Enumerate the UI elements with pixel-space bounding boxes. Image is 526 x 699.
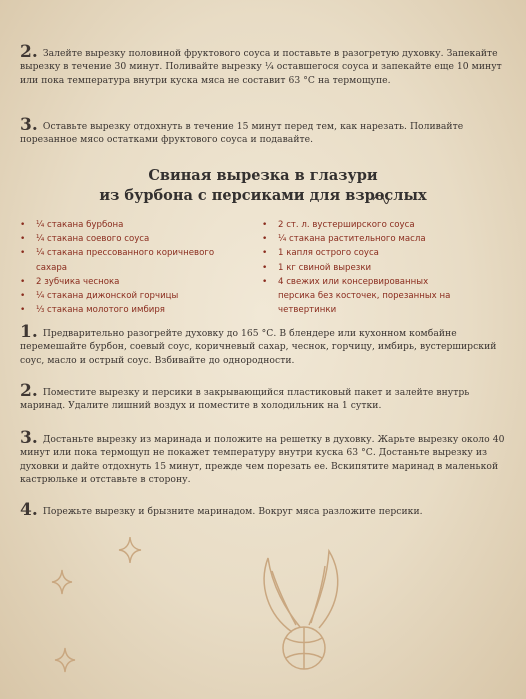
ingredient-item: • 2 ст. л. вустерширского соуса: [262, 218, 452, 232]
step-text: Залейте вырезку половиной фруктового соуса и поставьте в разогретую духовку. Запекайте вырезку в течение 30 минут. Поливайте вырезку ¼ оставшегося соуса и запекайте еще 10 минут или пока температура внутри куска мяса не составит 63 °С на термощупе.: [20, 48, 502, 86]
bullet-icon: •: [262, 262, 268, 273]
ingredient-item: • ⅓ стакана молотого имбиря: [20, 303, 230, 317]
step-number: 4.: [20, 500, 38, 520]
step-3-top: [20, 115, 506, 147]
step-text: Оставьте вырезку отдохнуть в течение 15 минут перед тем, как нарезать. Поливайте порезанное мясо остатками фруктового соуса и подавайте.: [20, 121, 464, 146]
bullet-icon: •: [20, 305, 26, 316]
ingredients-right: [262, 218, 452, 317]
step-2-bottom: [20, 381, 506, 413]
decoration-layer: [0, 530, 526, 699]
bullet-icon: •: [262, 248, 268, 259]
ingredients-left: [20, 218, 230, 317]
sparkle-icon: [52, 570, 72, 594]
ingredient-item: • 1 кг свиной вырезки: [262, 261, 452, 275]
ingredient-item: • 4 свежих или консервированных персика без косточек, порезанных на четвертинки: [262, 276, 451, 316]
step-1-bottom: [20, 322, 506, 367]
bullet-icon: •: [20, 276, 26, 287]
step-number: 1.: [20, 322, 38, 342]
recipe-title-line2: из бурбона с персиками для взрослых: [99, 187, 427, 204]
ingredient-item: • ¼ стакана растительного масла: [262, 232, 452, 246]
title-flourish-icon: [372, 192, 390, 206]
bullet-icon: •: [20, 220, 26, 230]
step-text: Поместите вырезку и персики в закрывающийся пластиковый пакет и залейте внутрь маринад. Удалите лишний воздух и поместите в холодильник на 1 сутки.: [20, 387, 470, 412]
step-number: 2.: [20, 42, 38, 62]
ingredient-item: • 2 зубчика чеснока: [20, 275, 230, 289]
bullet-icon: •: [262, 234, 268, 245]
bullet-icon: •: [20, 291, 26, 302]
bullet-icon: •: [262, 276, 268, 287]
golden-snitch-icon: [264, 551, 338, 669]
step-text: Достаньте вырезку из маринада и положите на решетку в духовку. Жарьте вырезку около 40 минут или пока термощуп не покажет температуру внутри куска 63 °С. Достаньте вырезку из духовки и дайте отдохнуть 15 минут, прежде чем порезать ее. Вскипятите маринад в маленькой кастрюльке и отставьте в сторону.: [20, 434, 505, 486]
step-number: 3.: [20, 428, 38, 448]
step-3-bottom: [20, 428, 506, 487]
ingredient-item: • ¼ стакана бурбона: [20, 218, 230, 232]
step-number: 2.: [20, 381, 38, 401]
recipe-title: [40, 166, 486, 206]
bullet-icon: •: [20, 248, 26, 259]
sparkle-icon: [55, 648, 75, 672]
ingredient-item: • ¼ стакана прессованного коричневого сахара: [20, 248, 215, 273]
bullet-icon: •: [262, 220, 268, 230]
step-text: Предварительно разогрейте духовку до 165 °С. В блендере или кухонном комбайне перемешайте бурбон, соевый соус, коричневый сахар, чеснок, горчицу, имбирь, вустерширский соус, масло и острый соус. Взбивайте до однородности.: [20, 328, 497, 366]
sparkle-icon: [119, 537, 141, 563]
step-number: 3.: [20, 115, 38, 135]
ingredient-item: • 1 капля острого соуса: [262, 246, 452, 260]
ingredient-item: • ¼ стакана соевого соуса: [20, 232, 230, 246]
ingredient-item: • ¼ стакана дижонской горчицы: [20, 289, 230, 303]
step-text: Порежьте вырезку и брызните маринадом. Вокруг мяса разложите персики.: [42, 506, 423, 517]
recipe-title-line1: Свиная вырезка в глазури: [148, 167, 378, 184]
bullet-icon: •: [20, 234, 26, 245]
step-2-top: [20, 42, 506, 87]
step-4-bottom: [20, 500, 506, 520]
